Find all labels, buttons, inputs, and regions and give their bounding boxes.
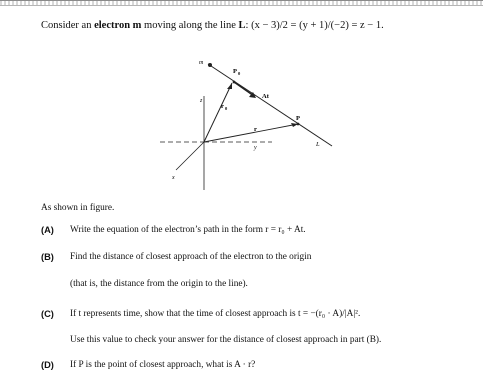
x-axis xyxy=(176,142,204,170)
label-y: y xyxy=(254,145,257,151)
vector-r0-arrowhead xyxy=(227,83,232,89)
header-line-symbol: L xyxy=(238,20,246,31)
electron-dot xyxy=(208,63,212,67)
point-p0 xyxy=(233,81,236,84)
item-c-text-line2: Use this value to check your answer for the distance of closest approach in part (B). xyxy=(70,335,382,345)
geometry-figure xyxy=(150,52,340,202)
item-b-label: (B) xyxy=(41,252,54,262)
label-p0: P xyxy=(233,68,237,75)
vector-r xyxy=(204,124,298,142)
item-d-label: (D) xyxy=(41,360,54,370)
vector-r0 xyxy=(204,83,232,142)
item-b-text-line1: Find the distance of closest approach of the electron to the origin xyxy=(70,252,312,262)
label-p: P xyxy=(296,115,300,122)
label-p0-subscript: 0 xyxy=(238,71,241,76)
item-c-label: (C) xyxy=(41,309,54,319)
line-l xyxy=(208,64,332,146)
label-r0: r xyxy=(221,103,224,110)
problem-statement xyxy=(41,20,384,31)
top-border xyxy=(0,0,483,6)
item-d-text: If P is the point of closest approach, what is A · r? xyxy=(70,360,256,370)
intro-text: As shown in figure. xyxy=(41,203,115,213)
item-a-label: (A) xyxy=(41,225,54,235)
header-equation: : (x − 3)/2 = (y + 1)/(−2) = z − 1. xyxy=(245,20,384,31)
label-r0-subscript: 0 xyxy=(225,106,228,111)
point-p xyxy=(297,123,300,126)
header-pre: Consider an xyxy=(41,20,95,31)
label-x: x xyxy=(172,175,175,181)
label-m: m xyxy=(199,60,204,66)
vector-at xyxy=(234,82,254,96)
label-at: At xyxy=(262,93,269,100)
item-a-text: Write the equation of the electron’s path in the form r = r₀ + At. xyxy=(70,225,306,235)
label-r: r xyxy=(254,126,257,133)
header-bold: electron m xyxy=(94,20,142,31)
label-z: z xyxy=(200,98,203,104)
item-c-text-line1: If t represents time, show that the time of closest approach is t = −(r₀ · A)/|A|². xyxy=(70,309,361,319)
item-b-text-line2: (that is, the distance from the origin to the line). xyxy=(70,279,248,289)
label-l: L xyxy=(316,141,320,148)
header-post: moving along the line xyxy=(141,20,239,31)
